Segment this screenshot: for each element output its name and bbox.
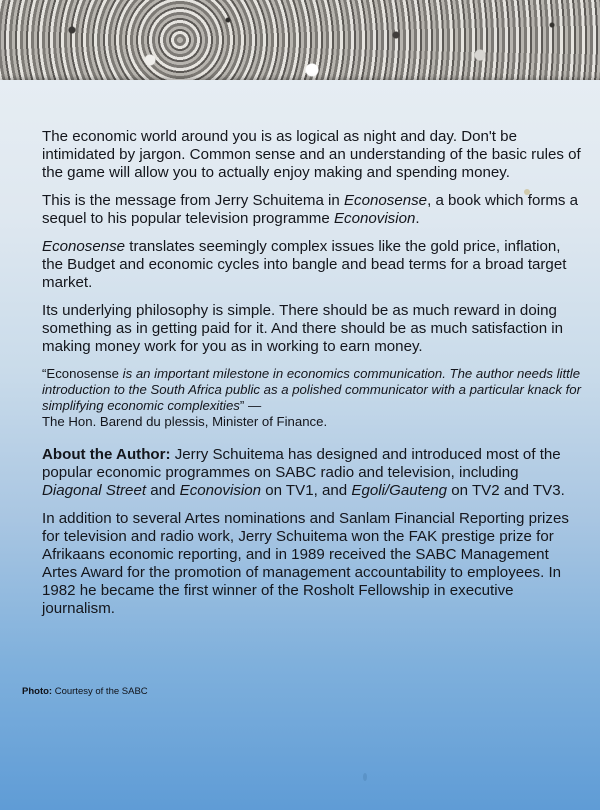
philosophy-paragraph: Its underlying philosophy is simple. There should be as much reward in doing something as in getting paid for it. And there should be as much satisfaction in making money work for you as in working to earn money. — [42, 302, 564, 355]
stain-mark — [363, 773, 367, 781]
about-author-paragraph: About the Author: Jerry Schuitema has designed and introduced most of the popular economic programmes on SABC radio and television, including Diagonal Street and Econovision on TV1, and Egoli/Gauteng on TV2 and TV3. — [42, 446, 565, 499]
quote-attribution: The Hon. Barend du plessis, Minister of Finance. — [42, 414, 328, 429]
message-paragraph: This is the message from Jerry Schuitema in Econosense, a book which forms a sequel to his popular television programme Econovision. — [42, 192, 579, 227]
book-title: Econosense — [343, 192, 428, 209]
intro-paragraph: The economic world around you is as logical as night and day. Don't be intimidated by jargon. Common sense and an understanding of the basic rules of the game will allow you to actually enjoy making and spending money. — [42, 128, 581, 181]
programme-title: Econovision — [333, 210, 416, 227]
about-author-label: About the Author: — [42, 446, 171, 463]
book-title: Econosense — [42, 238, 126, 255]
blurb-text — [42, 128, 582, 628]
awards-paragraph: In addition to several Artes nominations and Sanlam Financial Reporting prizes for television and radio work, Jerry Schuitema won the FAK prestige prize for Afrikaans economic reporting, and in 1989 received the SABC Management Artes Award for the promotion of management accountability to employees. In 1982 he became the first winner of the Rosholt Fellowship in executive journalism. — [42, 510, 569, 617]
endorsement-quote: “Econosense is an important milestone in economics communication. The author needs little introduction to the South Africa public as a polished communicator with a particular knack for simplifying economic complexities” — The Hon. Barend du plessis, Minister of Finance. — [42, 366, 582, 429]
photo-credit: Photo: Courtesy of the SABC — [22, 686, 148, 697]
translates-paragraph: Econosense translates seemingly complex issues like the gold price, inflation, the Budget and economic cycles into bangle and bead terms for a broad target market. — [42, 238, 567, 291]
